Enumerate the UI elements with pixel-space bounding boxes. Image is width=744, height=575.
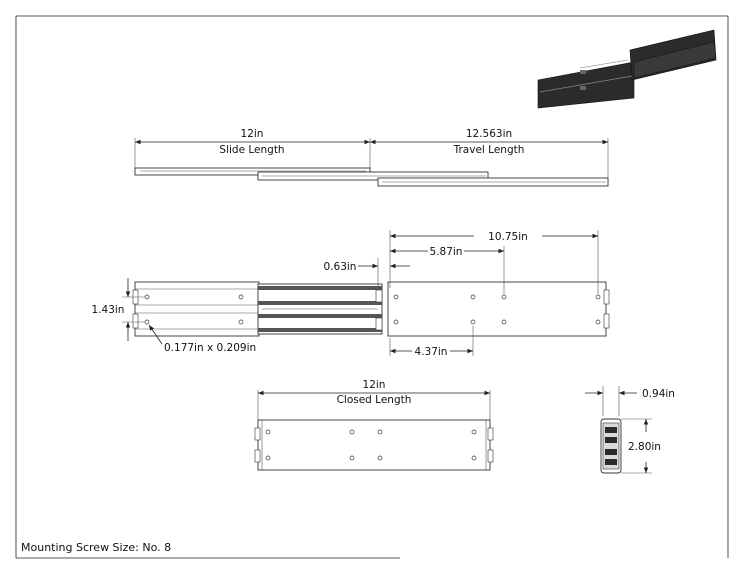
isometric-preview (538, 30, 716, 108)
mount-hole-icon (350, 430, 354, 434)
slide-length-value: 12in (240, 128, 264, 140)
mount-hole-icon (596, 320, 600, 324)
hole-size-note: 0.177in x 0.209in (164, 342, 257, 354)
hole-span-dimension: 10.75in (488, 231, 528, 243)
closed-length-label: Closed Length (336, 394, 412, 406)
extended-top-view (135, 138, 608, 186)
travel-length-label: Travel Length (453, 144, 525, 156)
end-offset-dimension: 0.63in (323, 261, 357, 273)
mount-hole-icon (239, 320, 243, 324)
mount-hole-icon (378, 430, 382, 434)
width-dimension: 0.94in (642, 388, 675, 400)
mount-hole-icon (502, 295, 506, 299)
mount-hole-icon (350, 456, 354, 460)
mount-hole-icon (596, 295, 600, 299)
mount-hole-icon (472, 430, 476, 434)
side-height-dimension: 2.80in (628, 441, 661, 453)
hole-offset-b-dimension: 4.37in (414, 346, 448, 358)
mount-hole-icon (145, 320, 149, 324)
travel-length-value: 12.563in (465, 128, 513, 140)
mount-hole-icon (266, 456, 270, 460)
mount-hole-icon (472, 456, 476, 460)
mount-hole-icon (471, 295, 475, 299)
mount-hole-icon (266, 430, 270, 434)
hole-offset-a-dimension: 5.87in (429, 246, 463, 258)
mount-hole-icon (471, 320, 475, 324)
extended-side-view (122, 230, 609, 356)
mount-hole-icon (394, 295, 398, 299)
mount-hole-icon (502, 320, 506, 324)
mount-hole-icon (378, 456, 382, 460)
mounting-screw-note: Mounting Screw Size: No. 8 (21, 541, 172, 554)
mount-hole-icon (239, 295, 243, 299)
height-dimension: 1.43in (91, 304, 125, 316)
closed-length-value: 12in (362, 379, 386, 391)
slide-length-label: Slide Length (219, 144, 285, 156)
mount-hole-icon (145, 295, 149, 299)
mount-hole-icon (394, 320, 398, 324)
